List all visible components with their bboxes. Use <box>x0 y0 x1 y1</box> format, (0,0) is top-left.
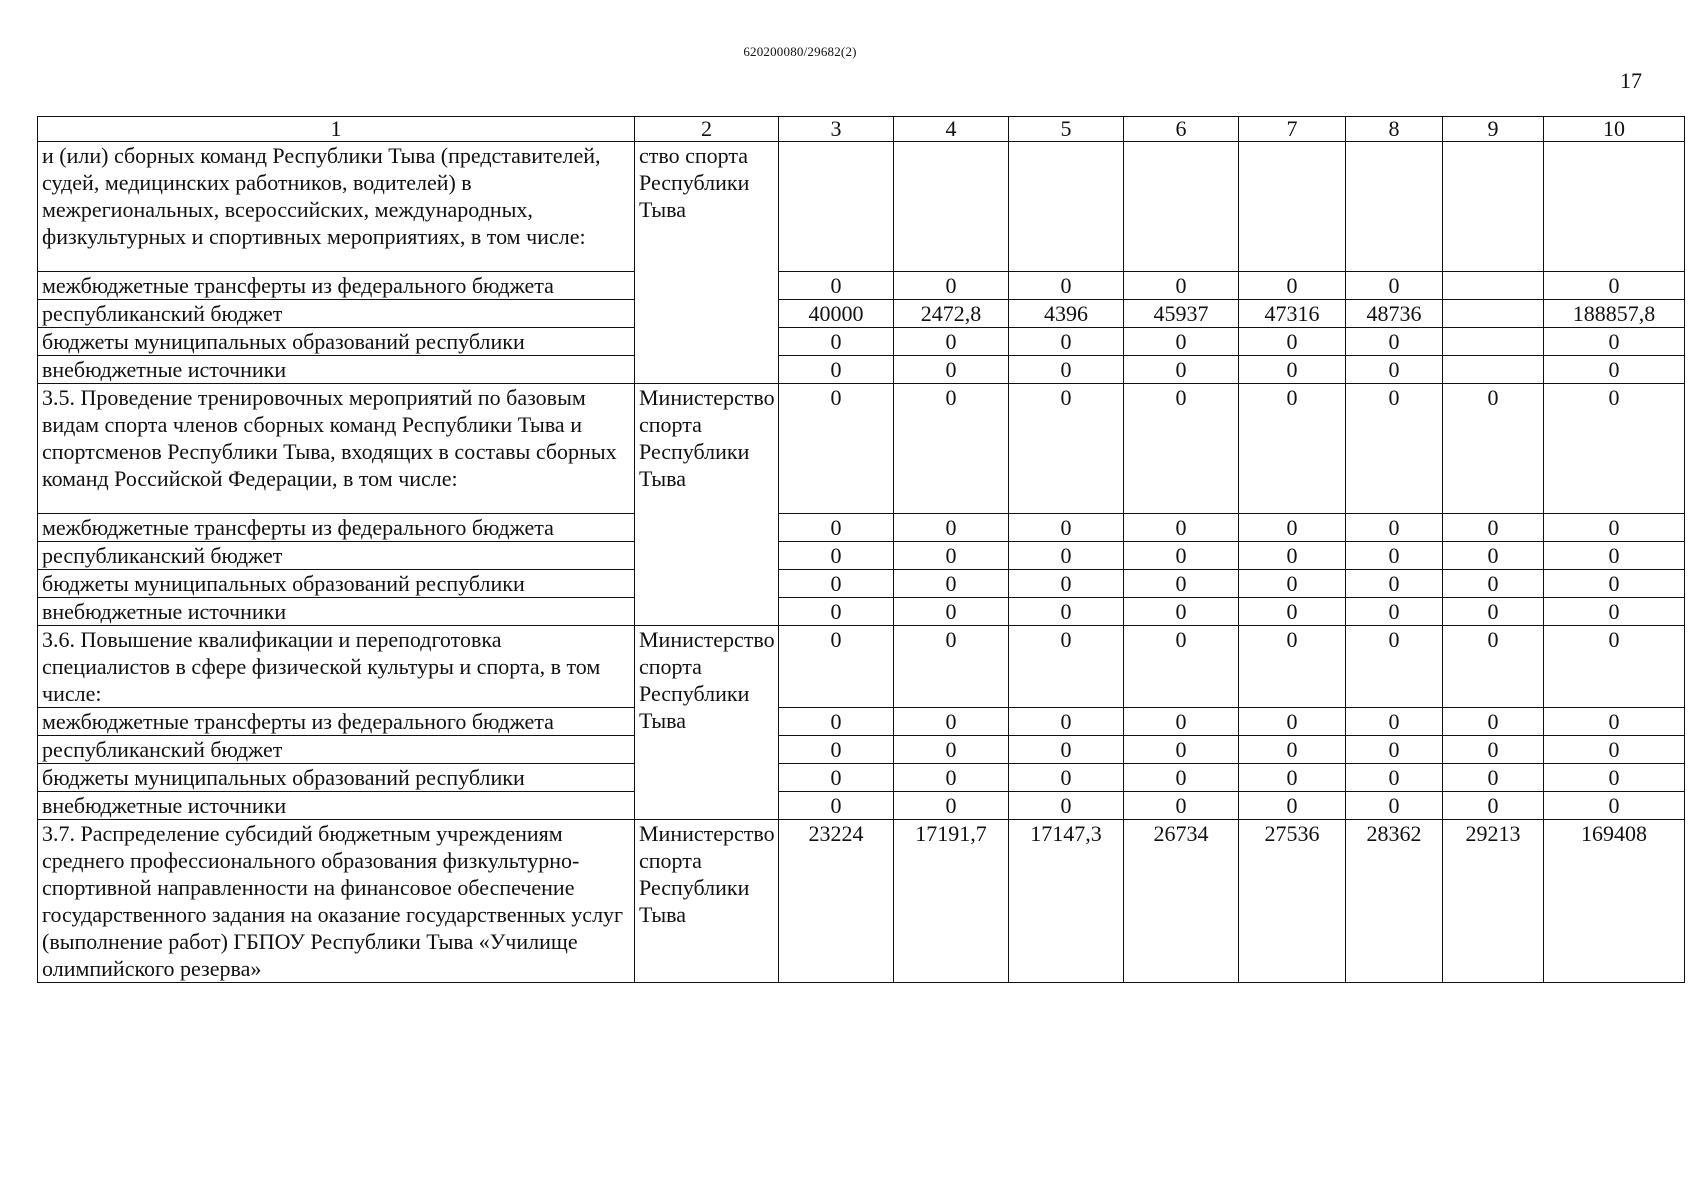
funding-source-row <box>38 514 1685 542</box>
value-cell: 2472,8 <box>894 300 1009 328</box>
value-cell: 0 <box>779 792 894 820</box>
value-cell: 0 <box>1544 356 1685 384</box>
value-cell: 188857,8 <box>1544 300 1685 328</box>
value-cell: 0 <box>1124 792 1239 820</box>
column-number: 2 <box>635 117 779 142</box>
value-cell: 0 <box>1239 764 1346 792</box>
value-cell <box>1443 142 1544 272</box>
value-cell: 0 <box>779 514 894 542</box>
value-cell: 29213 <box>1443 820 1544 983</box>
value-cell: 0 <box>1443 514 1544 542</box>
value-cell: 0 <box>1346 708 1443 736</box>
funding-source-label: внебюджетные источники <box>38 598 635 626</box>
value-cell: 0 <box>1443 736 1544 764</box>
value-cell: 26734 <box>1124 820 1239 983</box>
value-cell: 0 <box>1544 384 1685 514</box>
budget-table <box>37 116 1685 983</box>
value-cell: 0 <box>894 598 1009 626</box>
value-cell: 0 <box>1346 328 1443 356</box>
value-cell: 0 <box>1443 570 1544 598</box>
column-number: 5 <box>1009 117 1124 142</box>
value-cell: 0 <box>1544 764 1685 792</box>
value-cell: 0 <box>1124 272 1239 300</box>
value-cell: 0 <box>1124 514 1239 542</box>
value-cell: 0 <box>894 570 1009 598</box>
value-cell: 0 <box>779 626 894 708</box>
value-cell: 0 <box>894 542 1009 570</box>
value-cell: 0 <box>1009 792 1124 820</box>
value-cell: 0 <box>1443 764 1544 792</box>
value-cell: 0 <box>779 764 894 792</box>
value-cell: 0 <box>1009 356 1124 384</box>
value-cell: 0 <box>1124 736 1239 764</box>
value-cell: 0 <box>1443 384 1544 514</box>
funding-source-row <box>38 708 1685 736</box>
column-number: 4 <box>894 117 1009 142</box>
value-cell: 0 <box>1239 328 1346 356</box>
column-number: 1 <box>38 117 635 142</box>
value-cell: 0 <box>1544 598 1685 626</box>
value-cell: 0 <box>894 708 1009 736</box>
funding-source-label: внебюджетные источники <box>38 356 635 384</box>
funding-source-label: республиканский бюджет <box>38 736 635 764</box>
value-cell: 0 <box>1009 384 1124 514</box>
funding-source-row <box>38 272 1685 300</box>
column-number: 8 <box>1346 117 1443 142</box>
value-cell: 28362 <box>1346 820 1443 983</box>
program-item-row <box>38 626 1685 708</box>
program-item-row <box>38 820 1685 983</box>
funding-source-label: межбюджетные трансферты из федерального бюджета <box>38 272 635 300</box>
value-cell: 0 <box>1346 272 1443 300</box>
funding-source-label: бюджеты муниципальных образований республики <box>38 328 635 356</box>
value-cell: 0 <box>1544 328 1685 356</box>
value-cell: 0 <box>1239 542 1346 570</box>
funding-source-row <box>38 598 1685 626</box>
program-item-title: 3.6. Повышение квалификации и переподготовка специалистов в сфере физической культуры и спорта, в том числе: <box>38 626 635 708</box>
value-cell: 0 <box>1544 708 1685 736</box>
value-cell: 0 <box>1239 570 1346 598</box>
value-cell: 0 <box>1124 598 1239 626</box>
column-number-row <box>38 117 1685 142</box>
value-cell: 45937 <box>1124 300 1239 328</box>
value-cell: 0 <box>894 792 1009 820</box>
value-cell: 48736 <box>1346 300 1443 328</box>
value-cell: 4396 <box>1009 300 1124 328</box>
document-id: 620200080/29682(2) <box>743 44 857 59</box>
value-cell: 0 <box>1124 764 1239 792</box>
page-number: 17 <box>1620 68 1642 93</box>
value-cell: 0 <box>1346 764 1443 792</box>
executor-cell: Министерство спорта Республики Тыва <box>635 626 779 820</box>
value-cell: 0 <box>779 384 894 514</box>
value-cell: 0 <box>779 328 894 356</box>
value-cell: 47316 <box>1239 300 1346 328</box>
value-cell <box>1124 142 1239 272</box>
value-cell: 0 <box>779 356 894 384</box>
value-cell: 0 <box>1443 598 1544 626</box>
funding-source-row <box>38 570 1685 598</box>
value-cell: 0 <box>1239 272 1346 300</box>
funding-source-row <box>38 764 1685 792</box>
executor-cell: Министерство спорта Республики Тыва <box>635 820 779 983</box>
value-cell: 0 <box>1009 514 1124 542</box>
value-cell <box>1443 272 1544 300</box>
value-cell: 0 <box>1544 514 1685 542</box>
value-cell: 0 <box>894 514 1009 542</box>
value-cell: 0 <box>1009 272 1124 300</box>
value-cell <box>1346 142 1443 272</box>
value-cell: 0 <box>1124 328 1239 356</box>
value-cell: 0 <box>1009 542 1124 570</box>
program-item-row <box>38 142 1685 272</box>
value-cell: 0 <box>894 764 1009 792</box>
value-cell: 0 <box>1443 542 1544 570</box>
funding-source-row <box>38 542 1685 570</box>
value-cell: 0 <box>1544 542 1685 570</box>
value-cell: 0 <box>779 570 894 598</box>
value-cell: 0 <box>894 328 1009 356</box>
funding-source-row <box>38 328 1685 356</box>
value-cell <box>1239 142 1346 272</box>
column-number: 9 <box>1443 117 1544 142</box>
value-cell: 0 <box>894 272 1009 300</box>
value-cell: 0 <box>1443 792 1544 820</box>
value-cell: 0 <box>779 598 894 626</box>
value-cell <box>1544 142 1685 272</box>
column-number: 7 <box>1239 117 1346 142</box>
value-cell: 0 <box>1239 792 1346 820</box>
value-cell: 0 <box>1009 708 1124 736</box>
value-cell: 0 <box>1009 626 1124 708</box>
value-cell: 0 <box>779 272 894 300</box>
value-cell: 0 <box>1239 356 1346 384</box>
value-cell: 0 <box>1009 598 1124 626</box>
value-cell: 0 <box>1544 792 1685 820</box>
executor-cell: Министерство спорта Республики Тыва <box>635 384 779 626</box>
value-cell: 0 <box>1443 708 1544 736</box>
value-cell: 0 <box>1346 356 1443 384</box>
program-item-title: 3.7. Распределение субсидий бюджетным учреждениям среднего профессионального образования физкультурно-спортивной направленности на финансовое обеспечение государственного задания на оказание государственных услуг (выполнение работ) ГБПОУ Республики Тыва «Училище олимпийского резерва» <box>38 820 635 983</box>
funding-source-row <box>38 736 1685 764</box>
value-cell: 0 <box>1124 384 1239 514</box>
value-cell: 0 <box>894 356 1009 384</box>
value-cell: 169408 <box>1544 820 1685 983</box>
column-number: 10 <box>1544 117 1685 142</box>
value-cell: 0 <box>1239 736 1346 764</box>
value-cell: 0 <box>1239 598 1346 626</box>
value-cell: 0 <box>1544 626 1685 708</box>
funding-source-row <box>38 792 1685 820</box>
value-cell: 17191,7 <box>894 820 1009 983</box>
value-cell: 0 <box>779 736 894 764</box>
value-cell: 0 <box>1009 764 1124 792</box>
column-number: 3 <box>779 117 894 142</box>
value-cell: 0 <box>1346 384 1443 514</box>
funding-source-label: республиканский бюджет <box>38 542 635 570</box>
value-cell: 0 <box>1443 626 1544 708</box>
value-cell <box>1443 300 1544 328</box>
funding-source-label: межбюджетные трансферты из федерального бюджета <box>38 708 635 736</box>
funding-source-label: бюджеты муниципальных образований республики <box>38 764 635 792</box>
value-cell: 0 <box>1124 626 1239 708</box>
value-cell: 0 <box>1239 384 1346 514</box>
funding-source-label: межбюджетные трансферты из федерального бюджета <box>38 514 635 542</box>
value-cell: 0 <box>1009 736 1124 764</box>
value-cell: 0 <box>1239 708 1346 736</box>
value-cell: 23224 <box>779 820 894 983</box>
value-cell: 17147,3 <box>1009 820 1124 983</box>
value-cell: 0 <box>1239 626 1346 708</box>
value-cell: 0 <box>1346 792 1443 820</box>
value-cell <box>779 142 894 272</box>
value-cell: 0 <box>894 384 1009 514</box>
funding-source-label: республиканский бюджет <box>38 300 635 328</box>
value-cell: 0 <box>1544 272 1685 300</box>
value-cell: 0 <box>1346 598 1443 626</box>
value-cell: 0 <box>1346 570 1443 598</box>
value-cell <box>894 142 1009 272</box>
value-cell: 0 <box>1346 514 1443 542</box>
executor-cell: ство спорта Республики Тыва <box>635 142 779 384</box>
funding-source-label: внебюджетные источники <box>38 792 635 820</box>
value-cell <box>1443 328 1544 356</box>
value-cell: 0 <box>1346 542 1443 570</box>
value-cell: 0 <box>1544 570 1685 598</box>
value-cell: 0 <box>1346 626 1443 708</box>
value-cell: 0 <box>1124 356 1239 384</box>
value-cell: 0 <box>1239 514 1346 542</box>
value-cell: 27536 <box>1239 820 1346 983</box>
value-cell: 0 <box>779 542 894 570</box>
value-cell: 40000 <box>779 300 894 328</box>
program-item-title: 3.5. Проведение тренировочных мероприятий по базовым видам спорта членов сборных команд Республики Тыва и спортсменов Республики Тыва, входящих в составы сборных команд Российской Федерации, в том числе: <box>38 384 635 514</box>
column-number: 6 <box>1124 117 1239 142</box>
value-cell: 0 <box>894 626 1009 708</box>
funding-source-row <box>38 300 1685 328</box>
value-cell <box>1443 356 1544 384</box>
value-cell: 0 <box>894 736 1009 764</box>
program-item-row <box>38 384 1685 514</box>
funding-source-row <box>38 356 1685 384</box>
program-item-title: и (или) сборных команд Республики Тыва (представителей, судей, медицинских работников, водителей) в межрегиональных, всероссийских, международных, физкультурных и спортивных мероприятиях, в том числе: <box>38 142 635 272</box>
value-cell: 0 <box>1544 736 1685 764</box>
funding-source-label: бюджеты муниципальных образований республики <box>38 570 635 598</box>
value-cell: 0 <box>1124 708 1239 736</box>
value-cell <box>1009 142 1124 272</box>
value-cell: 0 <box>1009 328 1124 356</box>
value-cell: 0 <box>1346 736 1443 764</box>
value-cell: 0 <box>779 708 894 736</box>
value-cell: 0 <box>1009 570 1124 598</box>
value-cell: 0 <box>1124 542 1239 570</box>
value-cell: 0 <box>1124 570 1239 598</box>
